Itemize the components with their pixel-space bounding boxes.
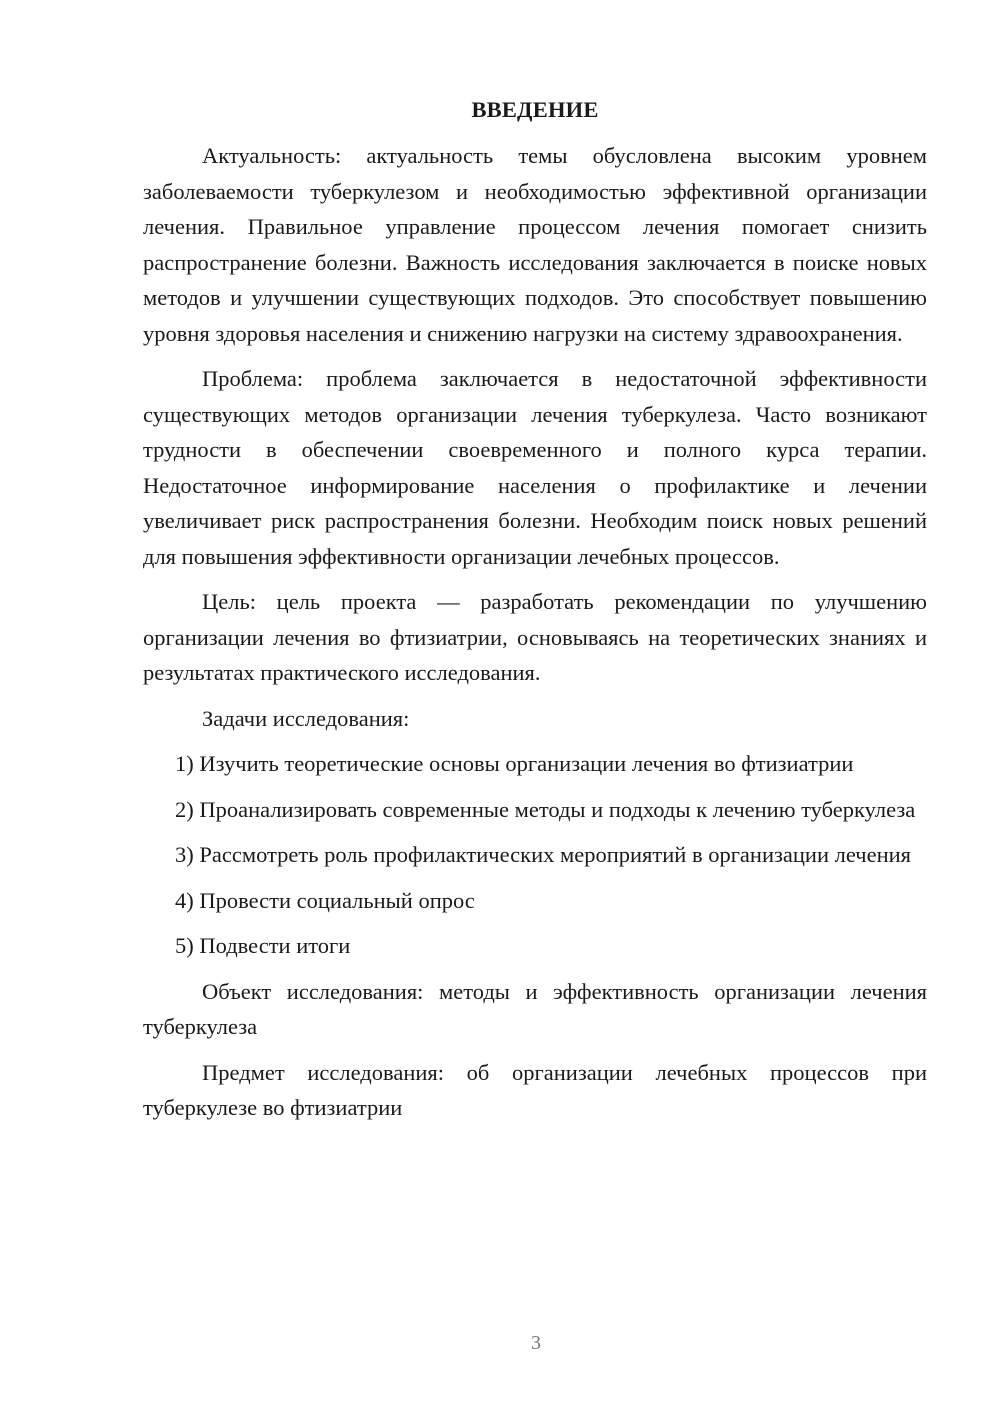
tasks-heading: Задачи исследования: <box>202 705 410 731</box>
paragraph-subject: Предмет исследования: об организации лечебных процессов при туберкулезе во фтизиатрии <box>143 1059 927 1120</box>
task-item-3: 3) Рассмотреть роль профилактических мероприятий в организации лечения <box>175 842 911 867</box>
paragraph-object: Объект исследования: методы и эффективность организации лечения туберкулеза <box>143 978 927 1039</box>
paragraph-goal: Цель: цель проекта — разработать рекомендации по улучшению организации лечения во фтизиатрии, основываясь на теоретических знаниях и результатах практического исследования. <box>143 589 927 685</box>
paragraph-relevance: Актуальность: актуальность темы обусловлена высоким уровнем заболеваемости туберкулезом и необходимостью эффективной организации лечения. Правильное управление процессом лечения помогает снизить распространение болезни. Важность исследования заключается в поиске новых методов и улучшении существующих подходов. Это способствует повышению уровня здоровья населения и снижению нагрузки на систему здравоохранения. <box>143 143 927 346</box>
document-page <box>143 92 927 1136</box>
task-item-2: 2) Проанализировать современные методы и подходы к лечению туберкулеза <box>175 796 916 822</box>
page-number: 3 <box>531 1332 541 1354</box>
document-title: ВВЕДЕНИЕ <box>471 97 599 122</box>
task-item-1: 1) Изучить теоретические основы организации лечения во фтизиатрии <box>175 751 854 776</box>
task-item-4: 4) Провести социальный опрос <box>175 887 475 913</box>
task-item-5: 5) Подвести итоги <box>175 933 351 958</box>
paragraph-problem: Проблема: проблема заключается в недостаточной эффективности существующих методов организации лечения туберкулеза. Часто возникают трудности в обеспечении своевременного и полного курса терапии. Недостаточное информирование населения о профилактике и лечении увеличивает риск распространения болезни. Необходим поиск новых решений для повышения эффективности организации лечебных процессов. <box>143 366 927 569</box>
